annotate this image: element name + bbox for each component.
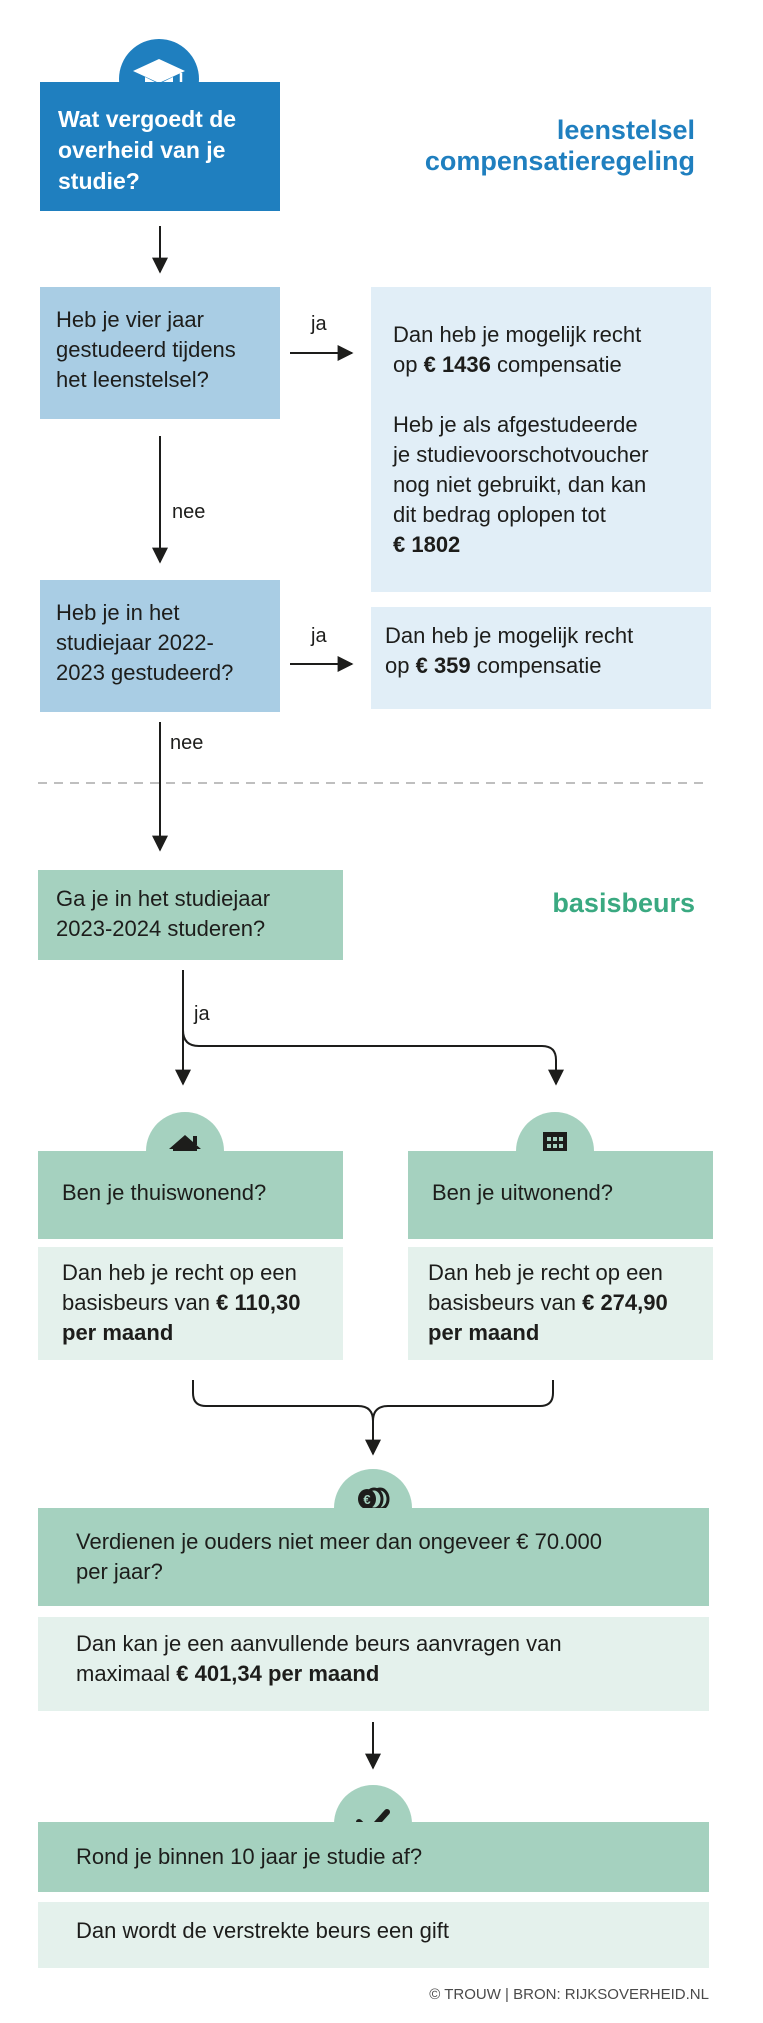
answer-thuiswonend <box>38 1247 343 1360</box>
amount-110-30: € 110,30 <box>216 1290 301 1315</box>
answer-line: Dan kan je een aanvullende beurs aanvragen van <box>76 1631 562 1656</box>
question-line: Ben je thuiswonend? <box>62 1180 267 1205</box>
amount-1802: € 1802 <box>393 532 461 557</box>
question-line: Verdienen je ouders niet meer dan ongeveer € 70.000 <box>76 1529 602 1554</box>
answer-line: Dan heb je mogelijk recht <box>385 623 634 648</box>
question-2023-2024 <box>38 870 343 960</box>
question-2022-2023 <box>40 580 280 712</box>
answer-line: Dan heb je mogelijk recht <box>393 322 642 347</box>
question-line: gestudeerd tijdens <box>56 337 236 362</box>
per-month: per maand <box>428 1320 540 1345</box>
label-yes-q3: ja <box>194 1003 210 1025</box>
question-line: Heb je in het <box>56 600 180 625</box>
amount-1436: € 1436 <box>423 352 491 377</box>
intro-box <box>40 82 280 211</box>
answer-uitwonend <box>408 1247 713 1360</box>
answer-text: op <box>385 653 416 678</box>
question-uitwonend <box>408 1151 713 1239</box>
section-title-line: leenstelsel <box>556 115 695 145</box>
section-title-leenstelsel <box>425 115 695 177</box>
question-line: 2023-2024 studeren? <box>56 916 266 941</box>
answer-line: dit bedrag oplopen tot <box>393 502 606 527</box>
source-credit: © TROUW | BRON: RIJKSOVERHEID.NL <box>429 1986 709 2003</box>
amount-401-34: € 401,34 per maand <box>176 1661 380 1686</box>
answer-line: Dan wordt de verstrekte beurs een gift <box>76 1918 449 1943</box>
intro-line: Wat vergoedt de <box>58 106 237 132</box>
intro-line: overheid van je <box>58 137 226 163</box>
question-studie-afronden <box>38 1822 709 1892</box>
question-line: het leenstelsel? <box>56 367 209 392</box>
label-yes-q1: ja <box>311 313 327 335</box>
answer-line <box>62 1288 319 1318</box>
question-thuiswonend <box>38 1151 343 1239</box>
answer-beurs-gift <box>38 1902 709 1968</box>
section-title-basisbeurs: basisbeurs <box>552 888 695 918</box>
question-ouders-inkomen <box>38 1508 709 1606</box>
question-line: studiejaar 2022- <box>56 630 214 655</box>
question-line: Ben je uitwonend? <box>432 1180 614 1205</box>
answer-line <box>385 651 697 681</box>
answer-text: compensatie <box>470 653 602 678</box>
answer-compensation-359 <box>371 607 711 709</box>
answer-line <box>428 1288 693 1318</box>
question-line: Rond je binnen 10 jaar je studie af? <box>76 1844 423 1869</box>
answer-line <box>76 1659 671 1689</box>
answer-aanvullende-beurs <box>38 1617 709 1711</box>
answer-text: compensatie <box>490 352 622 377</box>
question-four-years <box>40 287 280 419</box>
answer-text: maximaal <box>76 1661 177 1686</box>
per-month: per maand <box>62 1320 174 1345</box>
label-yes-q2: ja <box>311 625 327 647</box>
section-title-line: compensatieregeling <box>424 146 695 176</box>
amount-274-90: € 274,90 <box>582 1290 668 1315</box>
label-no-q2: nee <box>170 732 204 754</box>
answer-text: basisbeurs van <box>62 1290 217 1315</box>
answer-line: je studievoorschotvoucher <box>393 442 649 467</box>
answer-line: nog niet gebruikt, dan kan <box>393 472 647 497</box>
question-line: Heb je vier jaar <box>56 307 204 332</box>
question-line: 2023 gestudeerd? <box>56 660 234 685</box>
answer-line: Dan heb je recht op een <box>428 1260 663 1285</box>
amount-359: € 359 <box>415 653 471 678</box>
answer-line: Heb je als afgestudeerde <box>393 412 638 437</box>
merge-bracket <box>193 1380 553 1421</box>
answer-line: Dan heb je recht op een <box>62 1260 297 1285</box>
question-line: per jaar? <box>76 1559 163 1584</box>
question-line: Ga je in het studiejaar <box>56 886 271 911</box>
answer-compensation-1436 <box>371 287 711 592</box>
answer-text: op <box>393 352 424 377</box>
arrow-q3-to-uit <box>183 1030 556 1084</box>
answer-line <box>393 350 689 380</box>
label-no-q1: nee <box>172 501 206 523</box>
svg-text:€: € <box>363 1492 371 1507</box>
answer-text: basisbeurs van <box>428 1290 583 1315</box>
intro-line: studie? <box>58 168 140 194</box>
